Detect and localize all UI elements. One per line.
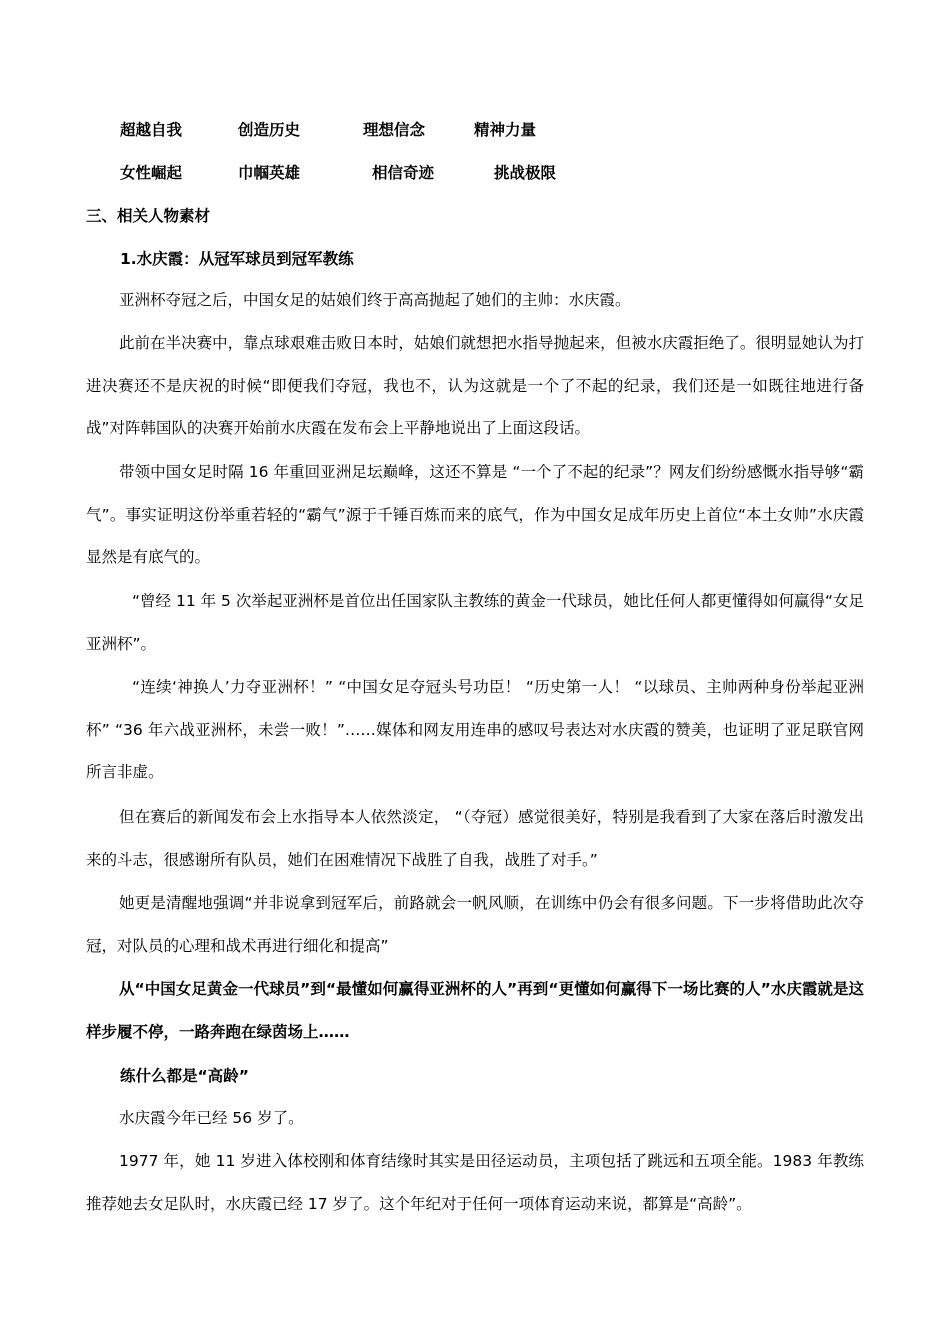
keyword: 理想信念 bbox=[363, 121, 426, 139]
paragraph-bold: 从“中国女足黄金一代球员”到“最懂如何赢得亚洲杯的人”再到“更懂如何赢得下一场比赛的人”水庆霞就是这样步履不停，一路奔跑在绿茵场上…… bbox=[86, 980, 864, 1041]
paragraph: 她更是清醒地强调“并非说拿到冠军后，前路就会一帆风顺，在训练中仍会有很多问题。下一步将借助此次夺冠，对队员的心理和战术再进行细化和提高” bbox=[86, 894, 864, 955]
keyword: 创造历史 bbox=[238, 121, 301, 139]
paragraph: 亚洲杯夺冠之后，中国女足的姑娘们终于高高抛起了她们的主帅：水庆霞。 bbox=[119, 291, 631, 309]
section-heading: 三、相关人物素材 bbox=[86, 207, 211, 225]
keyword: 精神力量 bbox=[474, 121, 537, 139]
paragraph: “连续‘神换人’力夺亚洲杯！” “中国女足夺冠头号功臣！ “历史第一人！ “以球员、主帅两种身份举起亚洲杯” “36 年六战亚洲杯，未尝一败！”……媒体和网友用连串的感叹号表达对水庆霞的赞美，也证明了亚足联官网所言非虚。 bbox=[86, 678, 864, 781]
keyword: 巾帼英雄 bbox=[238, 164, 301, 182]
paragraph: 水庆霞今年已经 56 岁了。 bbox=[119, 1109, 304, 1127]
paragraph: 带领中国女足时隔 16 年重回亚洲足坛巅峰，这还不算是 “一个了不起的纪录”？网友们纷纷感慨水指导够“霸气”。事实证明这份举重若轻的“霸气”源于千锤百炼而来的底气，作为中国女足成年历史上首位“本土女帅”水庆霞显然是有底气的。 bbox=[86, 463, 864, 566]
paragraph: 此前在半决赛中，靠点球艰难击败日本时，姑娘们就想把水指导抛起来，但被水庆霞拒绝了。很明显她认为打进决赛还不是庆祝的时候“即便我们夺冠，我也不，认为这就是一个了不起的纪录，我们还是一如既往地进行备战”对阵韩国队的决赛开始前水庆霞在发布会上平静地说出了上面这段话。 bbox=[86, 334, 864, 437]
keyword: 相信奇迹 bbox=[372, 164, 435, 182]
paragraph: 但在赛后的新闻发布会上水指导本人依然淡定， “（夺冠）感觉很美好，特别是我看到了大家在落后时激发出来的斗志，很感谢所有队员，她们在困难情况下战胜了自我，战胜了对手。” bbox=[86, 808, 864, 869]
keyword: 超越自我 bbox=[120, 121, 183, 139]
subheading: 1.水庆霞：从冠军球员到冠军教练 bbox=[120, 250, 354, 268]
keyword: 女性崛起 bbox=[120, 164, 183, 182]
subheading: 练什么都是“高龄” bbox=[120, 1067, 249, 1085]
paragraph: “曾经 11 年 5 次举起亚洲杯是首位出任国家队主教练的黄金一代球员，她比任何人都更懂得如何赢得“女足亚洲杯”。 bbox=[86, 592, 864, 653]
keyword: 挑战极限 bbox=[494, 164, 557, 182]
paragraph: 1977 年，她 11 岁进入体校刚和体育结缘时其实是田径运动员，主项包括了跳远和五项全能。1983 年教练推荐她去女足队时，水庆霞已经 17 岁了。这个年纪对于任何一项体育运动来说，都算是“高龄”。 bbox=[86, 1152, 864, 1213]
